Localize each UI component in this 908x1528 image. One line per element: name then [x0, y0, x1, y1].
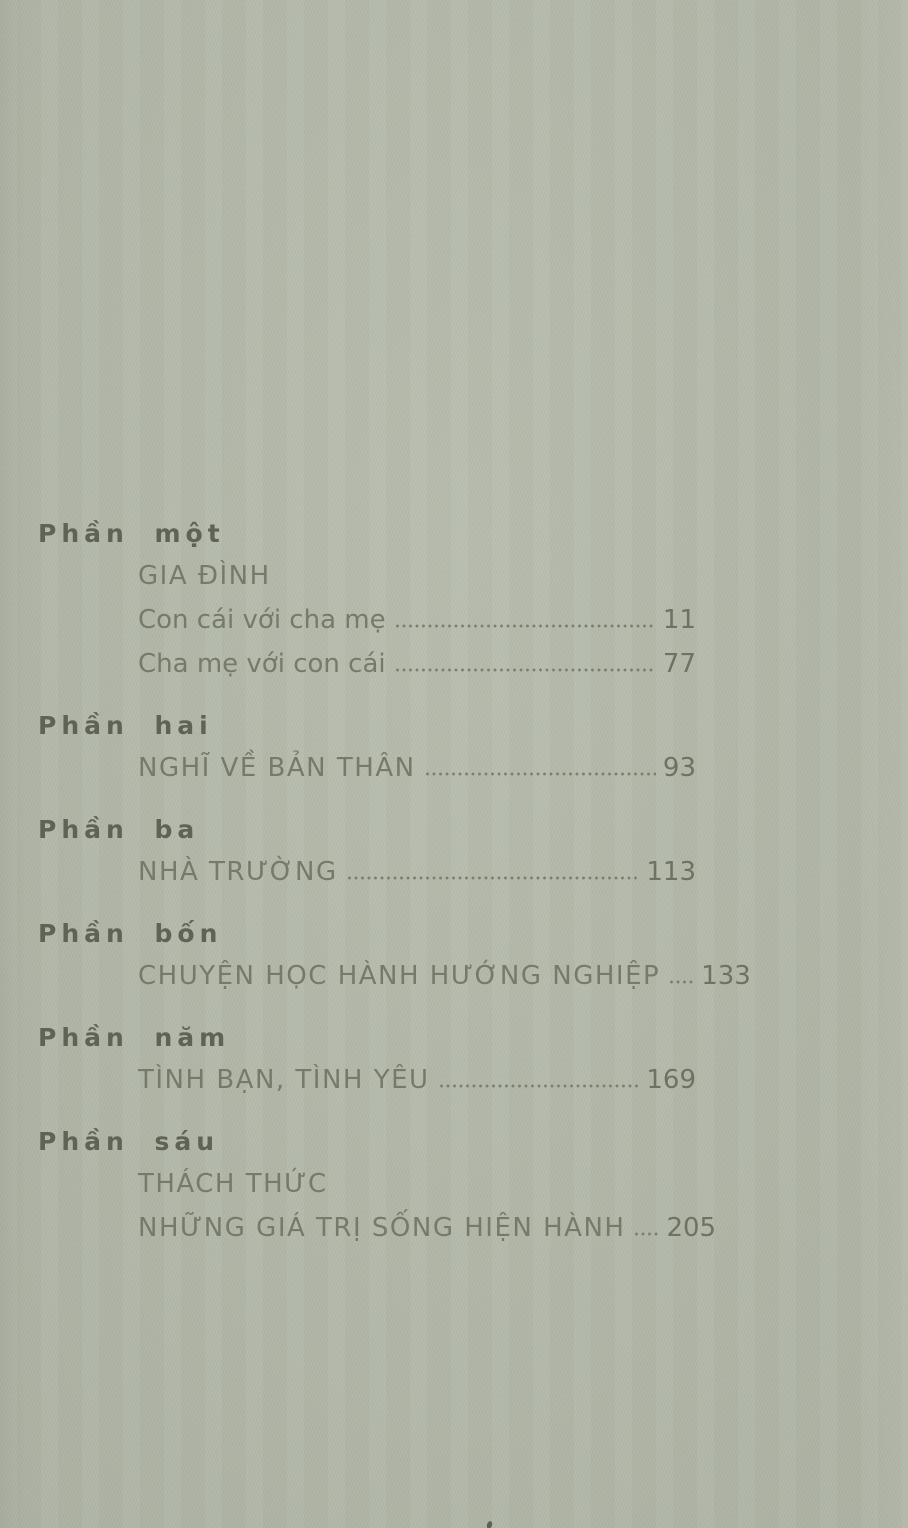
toc-entry [138, 1058, 696, 1102]
toc-entry-page-number: 77 [662, 649, 696, 679]
toc-section [38, 514, 696, 686]
dot-leader [348, 876, 640, 880]
dot-leader [670, 980, 694, 984]
toc-section [38, 1018, 696, 1102]
toc-section-heading: Phần năm [38, 1023, 231, 1052]
toc-section-entries [138, 746, 696, 790]
toc-entry-label: Cha mẹ với con cái [138, 649, 386, 679]
dot-leader [396, 624, 656, 628]
toc-entry-page-number: 11 [662, 605, 696, 635]
toc-entry-page-number: 169 [646, 1065, 696, 1095]
toc-entry [138, 954, 751, 998]
toc-entry [138, 1162, 696, 1206]
toc-entry-label: CHUYỆN HỌC HÀNH HƯỚNG NGHIỆP [138, 961, 661, 991]
toc-entry [138, 554, 696, 598]
toc-section-heading: Phần bốn [38, 919, 223, 948]
toc-section [38, 810, 696, 894]
toc-section-heading: Phần sáu [38, 1127, 220, 1156]
scan-speck [486, 1520, 493, 1528]
toc-entry-label: NHÀ TRƯỜNG [138, 857, 338, 887]
toc-section-entries [138, 554, 696, 686]
dot-leader [426, 772, 656, 776]
toc-section-heading: Phần một [38, 519, 225, 548]
toc-section-entries [138, 954, 751, 998]
toc-entry-label: Con cái với cha mẹ [138, 605, 386, 635]
toc-section-entries [138, 1162, 717, 1250]
toc-entry-page-number: 113 [646, 857, 696, 887]
toc-entry-page-number: 133 [701, 961, 751, 991]
toc-section [38, 914, 751, 998]
toc-section-heading: Phần ba [38, 815, 200, 844]
dot-leader [396, 668, 656, 672]
toc-section [38, 1122, 717, 1250]
toc-entry-page-number: 93 [662, 753, 696, 783]
dot-leader [440, 1084, 640, 1088]
toc-entry-page-number: 205 [666, 1213, 717, 1243]
toc-entry-label: THÁCH THỨC [138, 1169, 328, 1199]
toc-entry [138, 642, 696, 686]
toc-entry [138, 746, 696, 790]
toc-section-heading: Phần hai [38, 711, 213, 740]
toc-entry-label: TÌNH BẠN, TÌNH YÊU [138, 1065, 430, 1095]
toc-section-entries [138, 1058, 696, 1102]
dot-leader [635, 1232, 659, 1236]
toc-section-entries [138, 850, 696, 894]
toc-entry [138, 1206, 717, 1250]
toc-entry [138, 850, 696, 894]
toc-entry-label: GIA ĐÌNH [138, 561, 271, 591]
table-of-contents [38, 514, 751, 1270]
toc-entry [138, 598, 696, 642]
toc-section [38, 706, 696, 790]
toc-entry-label: NHỮNG GIÁ TRỊ SỐNG HIỆN HÀNH [138, 1213, 626, 1243]
toc-entry-label: NGHĨ VỀ BẢN THÂN [138, 753, 416, 783]
